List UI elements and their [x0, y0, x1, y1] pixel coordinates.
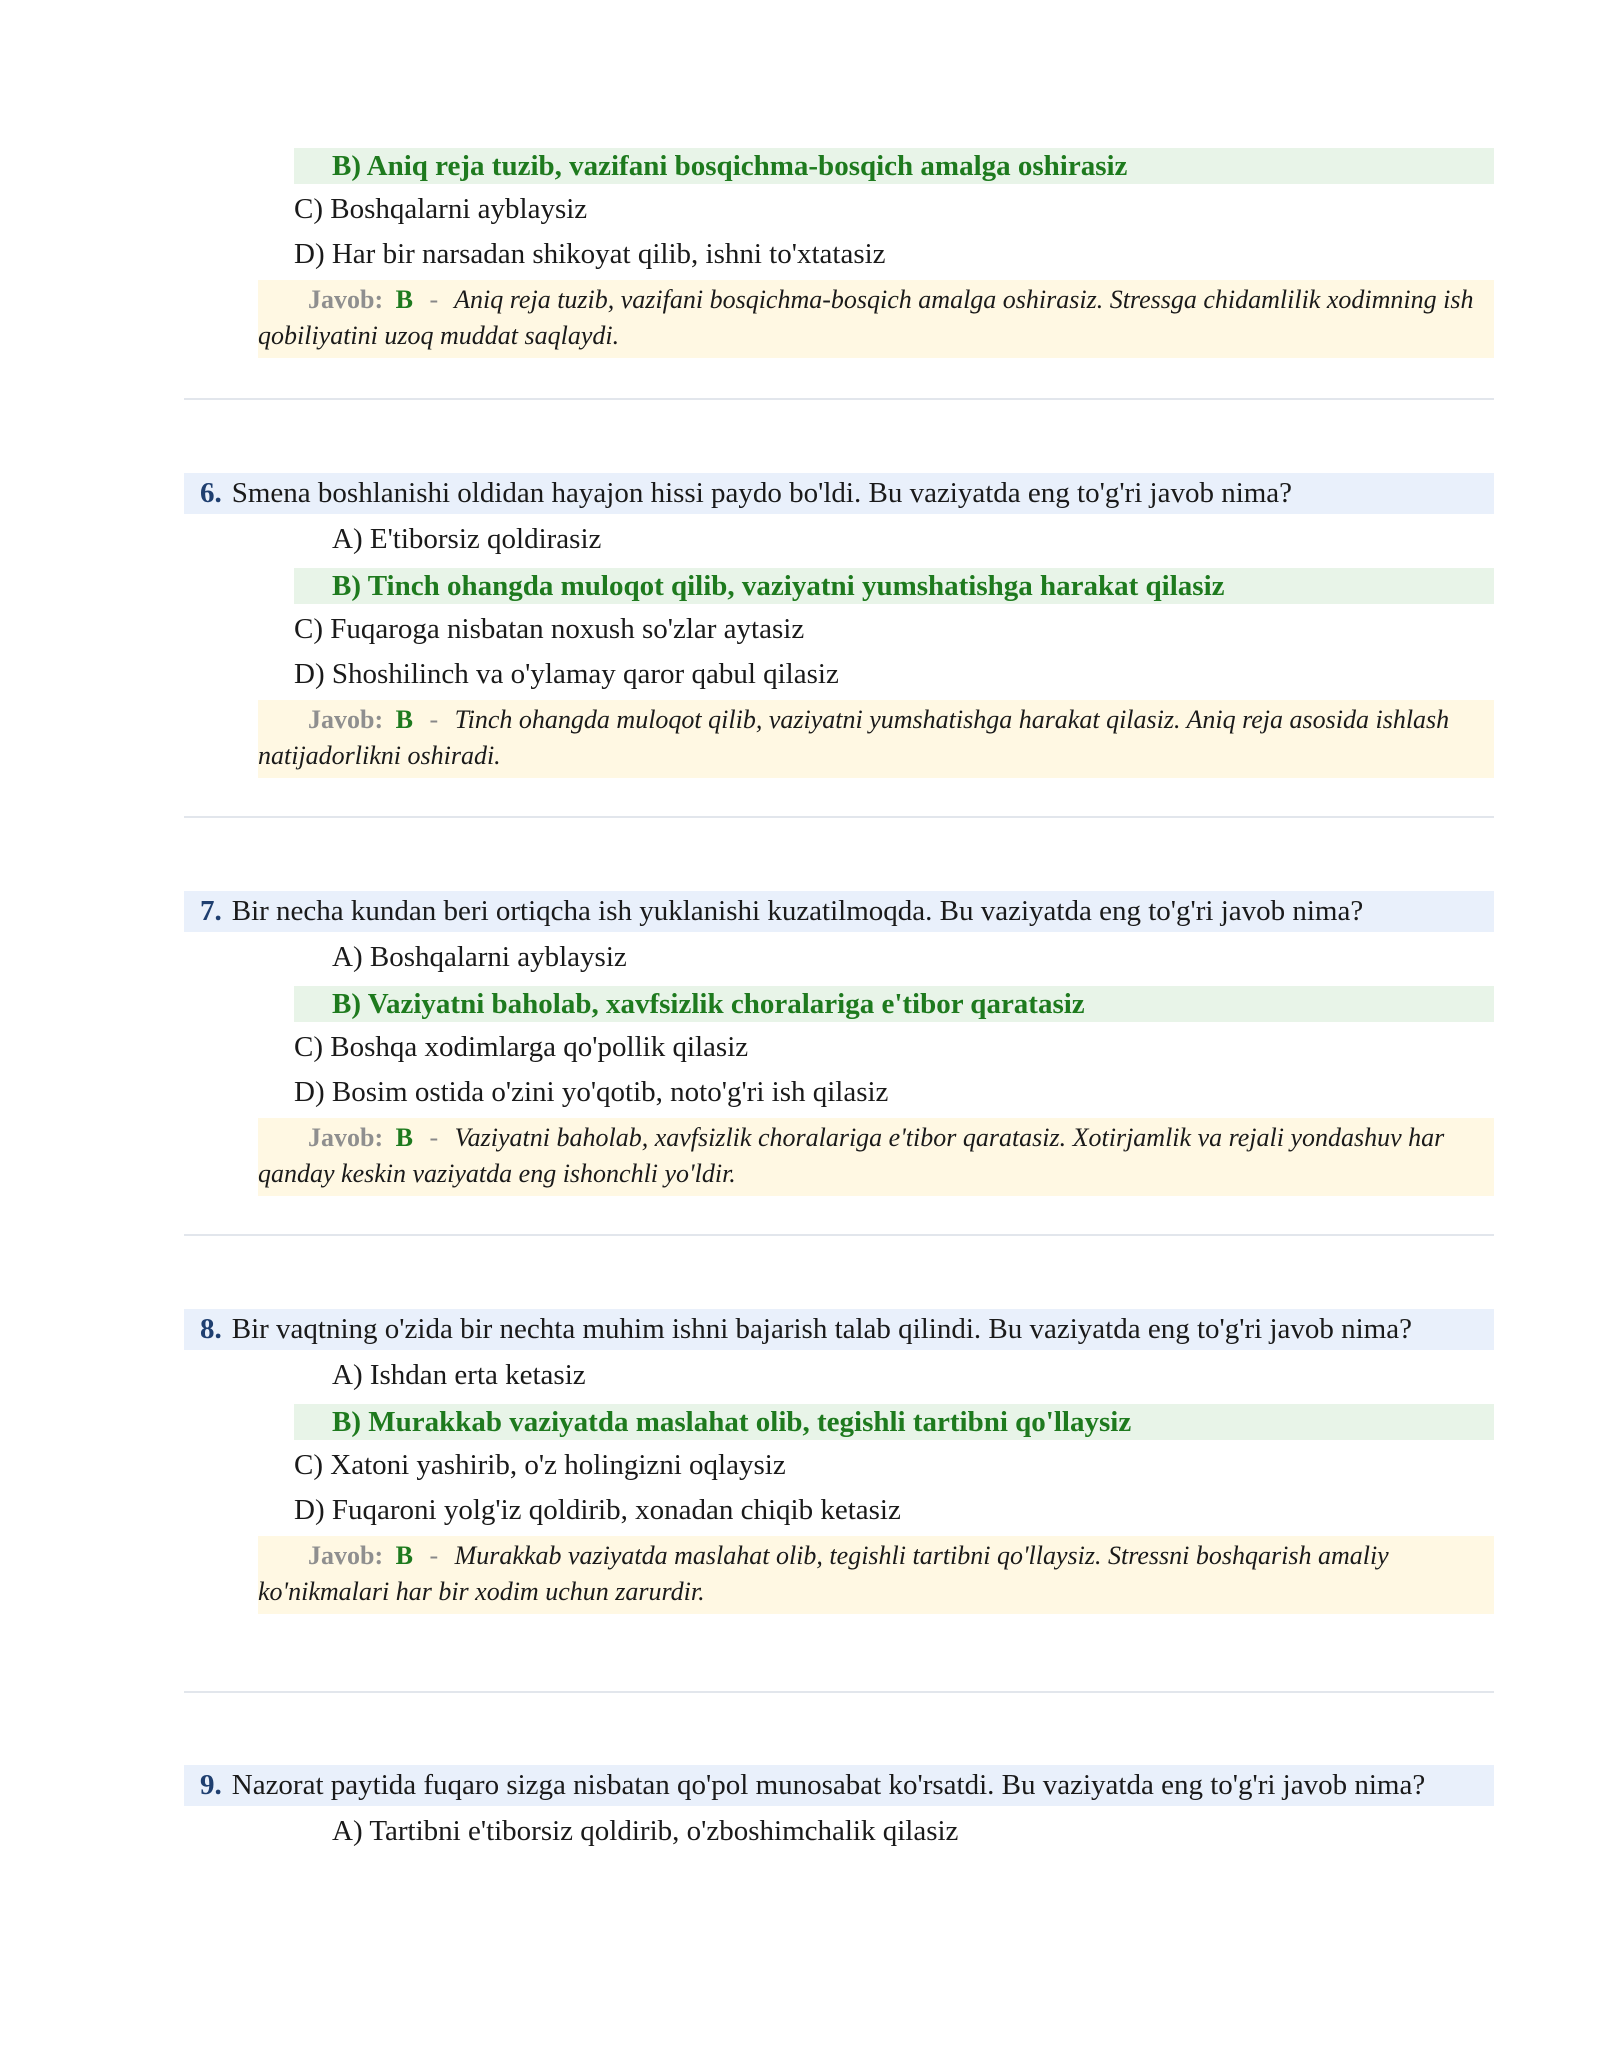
divider — [184, 1234, 1494, 1236]
option-d: D) Fuqaroni yolg'iz qoldirib, xonadan chiqib ketasiz — [294, 1494, 901, 1526]
option-b-correct: B) Tinch ohangda muloqot qilib, vaziyatni yumshatishga harakat qilasiz — [294, 568, 1494, 604]
divider — [184, 816, 1494, 818]
question-6 — [184, 473, 1494, 778]
question-text-row — [184, 1309, 1494, 1350]
answer-text: Aniq reja tuzib, vazifani bosqichma-bosqich amalga oshirasiz. Stressga chidamlilik xodimning ish qobiliyatini uzoq muddat saqlaydi. — [258, 285, 1474, 350]
option-b-correct: B) Aniq reja tuzib, vazifani bosqichma-bosqich amalga oshirasiz — [294, 148, 1494, 184]
option-a: A) Ishdan erta ketasiz — [332, 1359, 586, 1391]
option-d: D) Shoshilinch va o'ylamay qaror qabul qilasiz — [294, 658, 839, 690]
answer-label: Javob: — [308, 1123, 384, 1152]
option-c: C) Fuqaroga nisbatan noxush so'zlar aytasiz — [294, 613, 805, 645]
answer-letter: B — [395, 1123, 413, 1152]
question-text: Smena boshlanishi oldidan hayajon hissi paydo bo'ldi. Bu vaziyatda eng to'g'ri javob nima? — [231, 477, 1293, 509]
answer-box — [258, 1536, 1494, 1614]
question-text-row — [184, 473, 1494, 514]
answer-text: Tinch ohangda muloqot qilib, vaziyatni yumshatishga harakat qilasiz. Aniq reja asosida ishlash natijadorlikni oshiradi. — [258, 705, 1450, 770]
option-d: D) Har bir narsadan shikoyat qilib, ishni to'xtatasiz — [294, 238, 886, 270]
question-9 — [184, 1765, 1494, 1857]
answer-dash: - — [429, 1123, 439, 1152]
question-number: 7. — [200, 895, 222, 927]
option-a: A) E'tiborsiz qoldirasiz — [332, 523, 602, 555]
question-text: Bir necha kundan beri ortiqcha ish yuklanishi kuzatilmoqda. Bu vaziyatda eng to'g'ri javob nima? — [231, 895, 1364, 927]
option-c: C) Boshqa xodimlarga qo'pollik qilasiz — [294, 1031, 749, 1063]
option-c: C) Boshqalarni ayblaysiz — [294, 193, 588, 225]
question-text-row — [184, 891, 1494, 932]
question-5-continued — [184, 145, 1494, 358]
answer-text: Murakkab vaziyatda maslahat olib, tegishli tartibni qo'llaysiz. Stressni boshqarish amaliy ko'nikmalari har bir xodim uchun zarurdir. — [258, 1541, 1389, 1606]
answer-dash: - — [429, 285, 439, 314]
divider — [184, 1691, 1494, 1693]
answer-letter: B — [395, 705, 413, 734]
question-8 — [184, 1309, 1494, 1614]
answer-label: Javob: — [308, 705, 384, 734]
option-a: A) Tartibni e'tiborsiz qoldirib, o'zboshimchalik qilasiz — [332, 1815, 959, 1847]
divider — [184, 398, 1494, 400]
answer-label: Javob: — [308, 1541, 384, 1570]
option-b-correct: B) Vaziyatni baholab, xavfsizlik choralariga e'tibor qaratasiz — [294, 986, 1494, 1022]
answer-letter: B — [395, 1541, 413, 1570]
option-d: D) Bosim ostida o'zini yo'qotib, noto'g'ri ish qilasiz — [294, 1076, 889, 1108]
question-number: 8. — [200, 1313, 222, 1345]
question-7 — [184, 891, 1494, 1196]
question-number: 6. — [200, 477, 222, 509]
question-number: 9. — [200, 1769, 222, 1801]
question-text-row — [184, 1765, 1494, 1806]
answer-label: Javob: — [308, 285, 384, 314]
answer-box — [258, 280, 1494, 358]
answer-box — [258, 700, 1494, 778]
option-a: A) Boshqalarni ayblaysiz — [332, 941, 627, 973]
answer-text: Vaziyatni baholab, xavfsizlik choralariga e'tibor qaratasiz. Xotirjamlik va rejali yondashuv har qanday keskin vaziyatda eng ishonchli yo'ldir. — [258, 1123, 1445, 1188]
option-c: C) Xatoni yashirib, o'z holingizni oqlaysiz — [294, 1449, 786, 1481]
option-b-correct: B) Murakkab vaziyatda maslahat olib, tegishli tartibni qo'llaysiz — [294, 1404, 1494, 1440]
answer-letter: B — [395, 285, 413, 314]
answer-box — [258, 1118, 1494, 1196]
answer-dash: - — [429, 705, 439, 734]
question-text: Bir vaqtning o'zida bir nechta muhim ishni bajarish talab qilindi. Bu vaziyatda eng to'g'ri javob nima? — [231, 1313, 1412, 1345]
question-text: Nazorat paytida fuqaro sizga nisbatan qo'pol munosabat ko'rsatdi. Bu vaziyatda eng to'g'ri javob nima? — [231, 1769, 1426, 1801]
answer-dash: - — [429, 1541, 439, 1570]
